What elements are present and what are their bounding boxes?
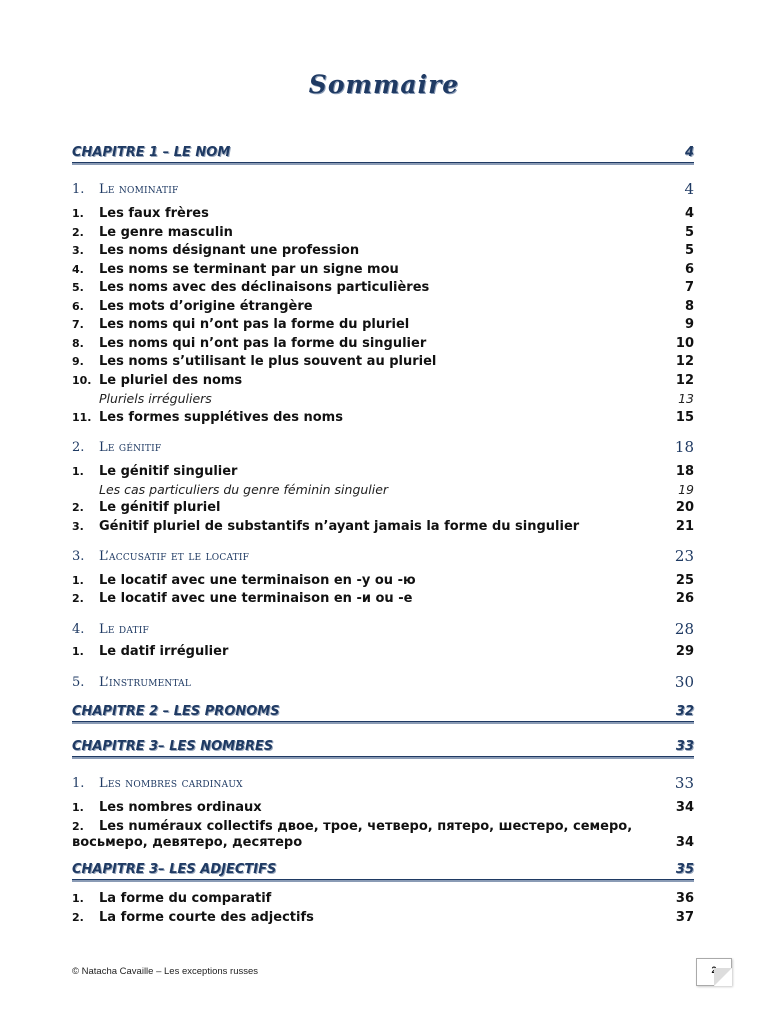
item-page: 12 xyxy=(675,373,694,388)
section-page: 28 xyxy=(674,620,694,638)
chapter-heading[interactable] xyxy=(72,740,694,757)
item-page: 21 xyxy=(675,519,694,534)
toc-item[interactable] xyxy=(72,800,694,818)
item-title: Les nombres ordinaux xyxy=(99,800,262,815)
item-title: Le génitif singulier xyxy=(99,464,238,479)
toc-item[interactable] xyxy=(72,206,694,224)
item-page: 34 xyxy=(675,835,694,850)
section-number: 2. xyxy=(72,440,85,455)
section-page: 4 xyxy=(684,180,694,198)
subitem-title: Pluriels irréguliers xyxy=(99,391,212,406)
page-number: 2 xyxy=(711,965,717,975)
item-page: 20 xyxy=(675,500,694,515)
footer-copyright: © Natacha Cavaille – Les exceptions russes xyxy=(72,966,259,977)
page-curl-icon xyxy=(714,968,732,986)
toc-item[interactable] xyxy=(72,262,694,280)
item-title: Les faux frères xyxy=(99,206,209,221)
section-heading[interactable] xyxy=(72,622,694,642)
chapter-page: 35 xyxy=(675,862,694,877)
item-title: Les noms qui n’ont pas la forme du singulier xyxy=(99,336,427,351)
item-number: 10. xyxy=(72,374,92,387)
item-page: 9 xyxy=(684,317,694,332)
section-number: 1. xyxy=(72,776,85,791)
item-number: 1. xyxy=(72,645,84,658)
toc-item[interactable] xyxy=(72,500,694,518)
page-title: Sommaire xyxy=(308,70,460,99)
page-number-box xyxy=(696,958,732,986)
item-number: 3. xyxy=(72,520,84,533)
toc-item[interactable] xyxy=(72,891,694,909)
chapter-title: CHAPITRE 2 – LES PRONOMS xyxy=(72,704,280,719)
chapter-title: CHAPITRE 3– LES ADJECTIFS xyxy=(72,862,277,877)
item-page: 37 xyxy=(675,910,694,925)
item-page: 12 xyxy=(675,354,694,369)
chapter-title: CHAPITRE 1 – LE NOM xyxy=(72,145,231,160)
item-number: 1. xyxy=(72,801,84,814)
subitem-page: 19 xyxy=(678,482,694,497)
item-page: 26 xyxy=(675,591,694,606)
toc-item[interactable] xyxy=(72,819,694,855)
item-page: 34 xyxy=(675,800,694,815)
toc-item[interactable] xyxy=(72,910,694,928)
toc-item[interactable] xyxy=(72,410,694,428)
item-title: Les mots d’origine étrangère xyxy=(99,299,313,314)
item-number: 2. xyxy=(72,501,84,514)
chapter-page: 32 xyxy=(675,704,694,719)
section-heading[interactable] xyxy=(72,182,694,202)
item-number: 2. xyxy=(72,592,84,605)
item-page: 6 xyxy=(684,262,694,277)
item-title: Les noms s’utilisant le plus souvent au pluriel xyxy=(99,354,437,369)
item-page: 5 xyxy=(684,225,694,240)
section-number: 4. xyxy=(72,622,85,637)
item-number: 9. xyxy=(72,355,84,368)
toc-item[interactable] xyxy=(72,280,694,298)
toc-subitem[interactable] xyxy=(72,482,694,500)
toc-subitem[interactable] xyxy=(72,391,694,409)
item-number: 11. xyxy=(72,411,92,424)
toc-item[interactable] xyxy=(72,225,694,243)
item-page: 5 xyxy=(684,243,694,258)
item-number: 6. xyxy=(72,300,84,313)
section-heading[interactable] xyxy=(72,675,694,695)
item-number: 1. xyxy=(72,465,84,478)
toc-item[interactable] xyxy=(72,573,694,591)
item-page: 25 xyxy=(675,573,694,588)
section-number: 1. xyxy=(72,182,85,197)
item-page: 15 xyxy=(675,410,694,425)
item-title: Le génitif pluriel xyxy=(99,500,221,515)
toc-item[interactable] xyxy=(72,373,694,391)
toc-item[interactable] xyxy=(72,464,694,482)
section-page: 18 xyxy=(674,438,694,456)
section-title: Le datif xyxy=(99,622,149,637)
item-title: Génitif pluriel de substantifs n’ayant jamais la forme du singulier xyxy=(99,519,580,534)
item-number: 1. xyxy=(72,207,84,220)
chapter-page: 4 xyxy=(684,145,694,160)
section-title: L’instrumental xyxy=(99,675,192,690)
item-page: 4 xyxy=(684,206,694,221)
item-title-continued: восьмеро, девятеро, десятеро xyxy=(72,835,303,850)
item-number: 2. xyxy=(72,226,84,239)
toc-item[interactable] xyxy=(72,519,694,537)
chapter-page: 33 xyxy=(675,739,694,754)
section-number: 3. xyxy=(72,549,85,564)
item-number: 5. xyxy=(72,281,84,294)
section-heading[interactable] xyxy=(72,440,694,460)
item-title: Le locatif avec une terminaison en -у ou -ю xyxy=(99,573,416,588)
toc-item[interactable] xyxy=(72,354,694,372)
item-page: 29 xyxy=(675,644,694,659)
section-number: 5. xyxy=(72,675,85,690)
toc-item[interactable] xyxy=(72,243,694,261)
item-title: Les noms qui n’ont pas la forme du pluriel xyxy=(99,317,410,332)
item-number: 4. xyxy=(72,263,84,276)
section-page: 33 xyxy=(674,774,694,792)
chapter-heading[interactable] xyxy=(72,146,694,163)
item-number: 2. xyxy=(72,911,84,924)
item-number: 3. xyxy=(72,244,84,257)
toc-item[interactable] xyxy=(72,644,694,662)
section-title: Les nombres cardinaux xyxy=(99,776,243,791)
section-title: L’accusatif et le locatif xyxy=(99,549,250,564)
item-title: Les noms désignant une profession xyxy=(99,243,360,258)
toc-item[interactable] xyxy=(72,317,694,335)
item-title: La forme du comparatif xyxy=(99,891,272,906)
item-number: 1. xyxy=(72,892,84,905)
subitem-title: Les cas particuliers du genre féminin singulier xyxy=(99,482,389,497)
section-page: 23 xyxy=(674,547,694,565)
item-title: Le locatif avec une terminaison en -и ou -е xyxy=(99,591,413,606)
chapter-heading[interactable] xyxy=(72,705,694,722)
item-number: 2. xyxy=(72,820,84,833)
toc-item[interactable] xyxy=(72,299,694,317)
subitem-page: 13 xyxy=(678,391,694,406)
toc-item[interactable] xyxy=(72,336,694,354)
item-number: 8. xyxy=(72,337,84,350)
section-heading[interactable] xyxy=(72,776,694,796)
toc-item[interactable] xyxy=(72,591,694,609)
item-page: 8 xyxy=(684,299,694,314)
item-page: 7 xyxy=(684,280,694,295)
item-number: 1. xyxy=(72,574,84,587)
section-heading[interactable] xyxy=(72,549,694,569)
item-title: Les noms avec des déclinaisons particulières xyxy=(99,280,430,295)
item-page: 36 xyxy=(675,891,694,906)
item-title: La forme courte des adjectifs xyxy=(99,910,314,925)
item-title: Le genre masculin xyxy=(99,225,233,240)
item-title: Les numéraux collectifs двое, трое, четверо, пятеро, шестеро, семеро, xyxy=(99,819,633,834)
section-title: Le génitif xyxy=(99,440,162,455)
item-title: Le datif irrégulier xyxy=(99,644,229,659)
chapter-heading[interactable] xyxy=(72,863,694,880)
section-page: 30 xyxy=(674,673,694,691)
item-number: 7. xyxy=(72,318,84,331)
section-title: Le nominatif xyxy=(99,182,179,197)
item-page: 10 xyxy=(675,336,694,351)
chapter-title: CHAPITRE 3– LES NOMBRES xyxy=(72,739,274,754)
item-title: Les formes supplétives des noms xyxy=(99,410,343,425)
item-page: 18 xyxy=(675,464,694,479)
item-title: Les noms se terminant par un signe mou xyxy=(99,262,399,277)
item-title: Le pluriel des noms xyxy=(99,373,243,388)
